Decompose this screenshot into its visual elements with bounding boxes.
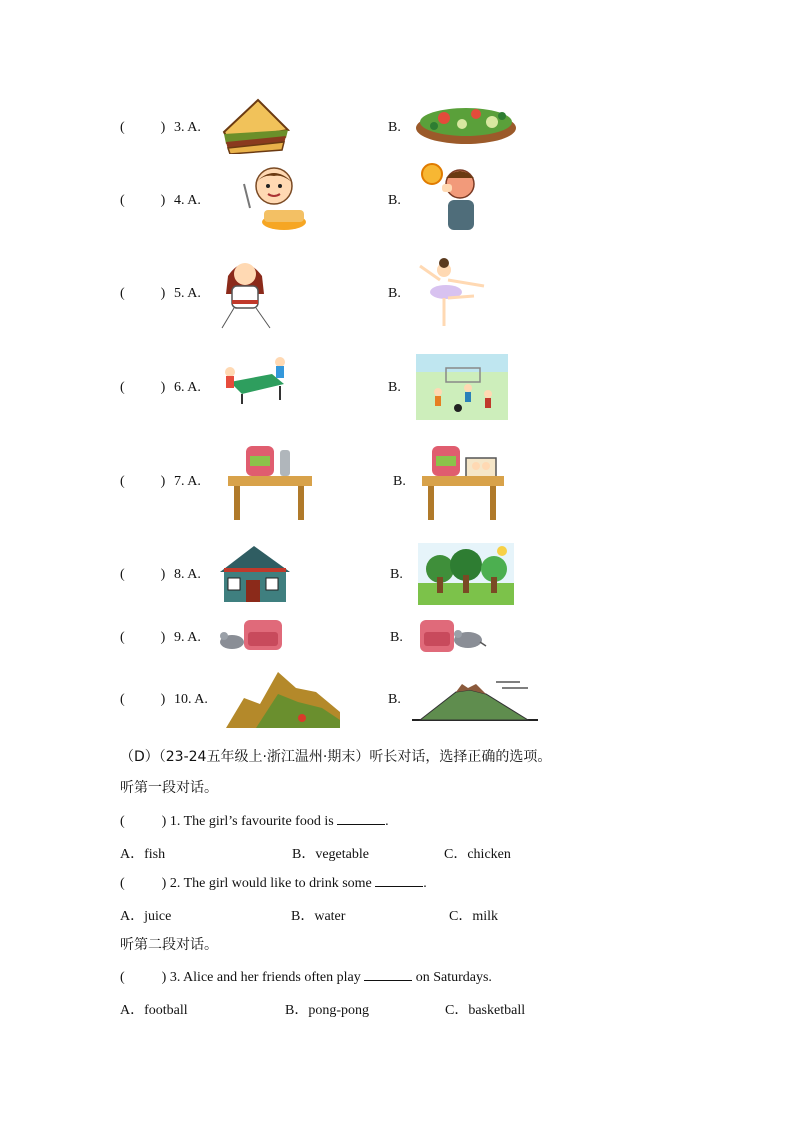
question-d1-end: . — [385, 814, 389, 829]
paren-open: ( — [120, 474, 125, 489]
option-a[interactable]: A．football — [120, 1003, 188, 1018]
option-b-label: B. — [388, 286, 401, 301]
option-b-label: B. — [390, 567, 403, 582]
option-c[interactable]: C．basketball — [445, 1003, 526, 1018]
question-number: 7. A. — [174, 474, 201, 489]
option-b[interactable]: B．water — [291, 909, 346, 924]
option-b-label: B. — [388, 692, 401, 707]
option-b-label: B. — [393, 474, 406, 489]
option-a[interactable]: A．juice — [120, 909, 172, 924]
mouse-by-sofa-icon[interactable] — [218, 614, 286, 656]
question-d3 — [120, 968, 492, 986]
option-b[interactable]: B．vegetable — [292, 847, 369, 862]
answer-paren[interactable] — [120, 286, 165, 302]
answer-paren[interactable] — [120, 120, 165, 136]
girl-kung-fu-icon[interactable] — [218, 254, 274, 332]
option-b[interactable]: B．pong-pong — [285, 1003, 369, 1018]
ping-pong-players-icon[interactable] — [220, 356, 290, 404]
fill-blank[interactable] — [375, 874, 423, 887]
option-b-label: B. — [388, 380, 401, 395]
kids-playing-football-icon[interactable] — [416, 354, 508, 420]
question-d2 — [120, 874, 427, 892]
fill-blank[interactable] — [364, 968, 412, 981]
paren-close: ) — [160, 567, 166, 582]
salad-bowl-icon[interactable] — [414, 98, 518, 154]
paren-open: ( — [120, 692, 125, 707]
answer-paren[interactable] — [120, 567, 165, 583]
answer-paren[interactable] — [120, 630, 165, 646]
question-number: 10. A. — [174, 692, 208, 707]
option-a[interactable]: A．fish — [120, 847, 166, 862]
mouse-behind-sofa-icon[interactable] — [418, 614, 488, 656]
question-number: 9. A. — [174, 630, 201, 645]
desk-bag-bottle-icon[interactable] — [226, 440, 314, 522]
paren-close: ) — [160, 120, 166, 135]
option-b-label: B. — [388, 120, 401, 135]
paren-close: ) — [160, 380, 166, 395]
paren-open: ( — [120, 630, 125, 645]
paren-open[interactable]: ( — [120, 814, 125, 829]
option-b-label: B. — [390, 630, 403, 645]
question-number: 4. A. — [174, 193, 201, 208]
paren-close: ) — [160, 286, 166, 301]
question-number: 5. A. — [174, 286, 201, 301]
question-number: 8. A. — [174, 567, 201, 582]
option-c[interactable]: C．chicken — [444, 847, 511, 862]
answer-paren[interactable] — [120, 193, 165, 209]
paren-open[interactable]: ( — [120, 970, 125, 985]
question-d1 — [120, 812, 389, 830]
paren-open: ( — [120, 567, 125, 582]
question-d2-text: ) 2. The girl would like to drink some — [161, 876, 372, 891]
ballet-dancer-icon[interactable] — [414, 258, 488, 328]
paren-close: ) — [160, 193, 166, 208]
mountain-icon[interactable] — [410, 672, 540, 724]
question-d3-text: ) 3. Alice and her friends often play — [161, 970, 361, 985]
question-d1-text: ) 1. The girl’s favourite food is — [161, 814, 334, 829]
question-d2-end: . — [423, 876, 427, 891]
fill-blank[interactable] — [337, 812, 385, 825]
answer-paren[interactable] — [120, 380, 165, 396]
paren-open[interactable]: ( — [120, 876, 125, 891]
question-number: 3. A. — [174, 120, 201, 135]
paren-open: ( — [120, 120, 125, 135]
paren-close: ) — [160, 692, 166, 707]
answer-paren[interactable] — [120, 692, 165, 708]
question-number: 6. A. — [174, 380, 201, 395]
question-d3-end: on Saturdays. — [415, 970, 492, 985]
dialog-2-heading: 听第二段对话。 — [120, 937, 218, 953]
answer-paren[interactable] — [120, 474, 165, 490]
desk-bag-photo-icon[interactable] — [420, 440, 506, 522]
forest-icon[interactable] — [418, 543, 514, 605]
house-icon[interactable] — [218, 544, 292, 604]
paren-open: ( — [120, 193, 125, 208]
paren-open: ( — [120, 380, 125, 395]
paren-close: ) — [160, 630, 166, 645]
boy-with-fever-icon[interactable] — [418, 160, 486, 238]
sandwich-icon[interactable] — [218, 96, 292, 154]
dialog-1-heading: 听第一段对话。 — [120, 780, 218, 796]
option-c[interactable]: C．milk — [449, 909, 499, 924]
hills-icon[interactable] — [226, 668, 340, 728]
section-d-title: （D）（23-24五年级上·浙江温州·期末）听长对话，选择正确的选项。 — [120, 749, 552, 765]
option-b-label: B. — [388, 193, 401, 208]
paren-open: ( — [120, 286, 125, 301]
boy-eating-cake-icon[interactable] — [236, 164, 308, 236]
paren-close: ) — [160, 474, 166, 489]
